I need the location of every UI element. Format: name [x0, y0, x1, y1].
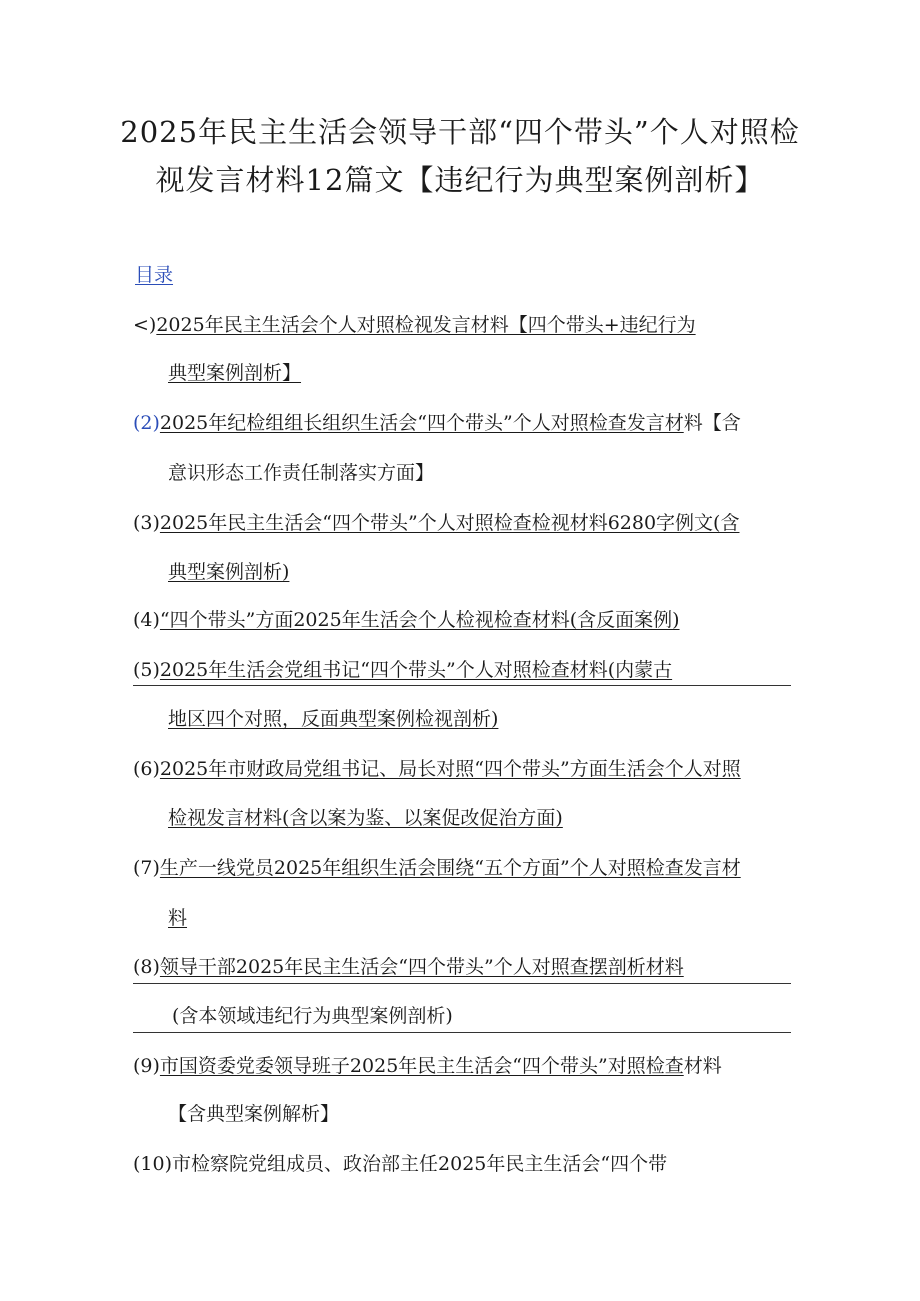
toc-entry-6-continuation[interactable]	[168, 804, 563, 832]
divider-rule	[133, 685, 791, 686]
divider-rule	[133, 983, 791, 984]
toc-entry-link[interactable]: 地区四个对照，反面典型案例检视剖析)	[168, 708, 499, 730]
toc-entry-number: (5)	[133, 659, 160, 681]
toc-entry-link[interactable]: 生产一线党员2025年组织生活会围绕“五个方面”个人对照检查发言材	[159, 857, 741, 879]
toc-entry-text: 料【含	[683, 412, 741, 434]
toc-entry-text: 意识形态工作责任制落实方面】	[168, 462, 435, 484]
toc-entry-number: <)	[133, 314, 157, 336]
toc-entry-text: 市检察院党组成员、政治部主任2025年民主生活会“四个带	[172, 1153, 668, 1175]
toc-entry-7[interactable]	[133, 854, 741, 882]
document-title-line-2: 视发言材料12篇文【违纪行为典型案例剖析】	[155, 163, 765, 197]
toc-entry-number: (6)	[133, 758, 160, 780]
toc-entry-1[interactable]	[133, 311, 696, 339]
toc-entry-link[interactable]: 2025年民主生活会“四个带头”个人对照检查检视材料6280字例文(含	[159, 512, 740, 534]
toc-entry-link[interactable]: 2025年纪检组组长组织生活会“四个带头”个人对照检查发言材	[159, 412, 684, 434]
toc-entry-4[interactable]	[133, 606, 680, 634]
toc-entry-2-continuation	[168, 459, 434, 487]
toc-entry-6[interactable]	[133, 755, 741, 783]
toc-entry-number: (2)	[133, 412, 160, 434]
toc-entry-5[interactable]	[133, 656, 672, 684]
toc-entry-link[interactable]: 检视发言材料(含以案为鉴、以案促改促治方面)	[168, 807, 563, 829]
divider-rule	[133, 1032, 791, 1033]
toc-entry-link[interactable]: 领导干部2025年民主生活会“四个带头”个人对照查摆剖析材料	[159, 956, 684, 978]
toc-entry-text: 【含典型案例解析】	[168, 1103, 340, 1125]
toc-entry-3-continuation[interactable]	[168, 558, 289, 586]
toc-entry-link[interactable]: 市国资委党委领导班子2025年民主生活会“四个带头”对照检查	[159, 1055, 684, 1077]
toc-entry-number: (4)	[133, 609, 160, 631]
document-title-line-1: 2025年民主生活会领导干部“四个带头”个人对照检	[120, 115, 800, 149]
toc-entry-link[interactable]: 2025年民主生活会个人对照检视发言材料【四个带头+违纪行为	[156, 314, 696, 336]
toc-entry-7-continuation[interactable]	[168, 904, 187, 932]
toc-entry-8[interactable]	[133, 953, 684, 981]
toc-entry-9[interactable]	[133, 1052, 722, 1080]
toc-entry-2[interactable]	[133, 409, 741, 437]
toc-entry-link[interactable]: 料	[168, 907, 188, 929]
toc-entry-number: (3)	[133, 512, 160, 534]
toc-entry-text: 材料	[683, 1055, 722, 1077]
toc-entry-number: (10)	[133, 1153, 173, 1175]
toc-entry-10	[133, 1150, 667, 1178]
toc-entry-text: (含本领域违纪行为典型案例剖析)	[172, 1005, 453, 1027]
toc-entry-9-continuation	[168, 1100, 339, 1128]
toc-heading-link[interactable]: 目录	[135, 264, 174, 286]
toc-entry-1-continuation[interactable]	[168, 359, 301, 387]
toc-entry-5-continuation[interactable]	[168, 705, 498, 733]
toc-entry-3[interactable]	[133, 509, 739, 537]
toc-entry-8-continuation	[172, 1002, 453, 1030]
toc-entry-link[interactable]: “四个带头”方面2025年生活会个人检视检查材料(含反面案例)	[159, 609, 680, 631]
toc-entry-number: (8)	[133, 956, 160, 978]
toc-entry-number: (9)	[133, 1055, 160, 1077]
toc-entry-link[interactable]: 典型案例剖析)	[168, 561, 290, 583]
toc-entry-link[interactable]: 2025年市财政局党组书记、局长对照“四个带头”方面生活会个人对照	[159, 758, 741, 780]
toc-entry-number: (7)	[133, 857, 160, 879]
toc-entry-link[interactable]: 2025年生活会党组书记“四个带头”个人对照检查材料(内蒙古	[159, 659, 673, 681]
toc-entry-link[interactable]: 典型案例剖析】	[168, 362, 302, 384]
